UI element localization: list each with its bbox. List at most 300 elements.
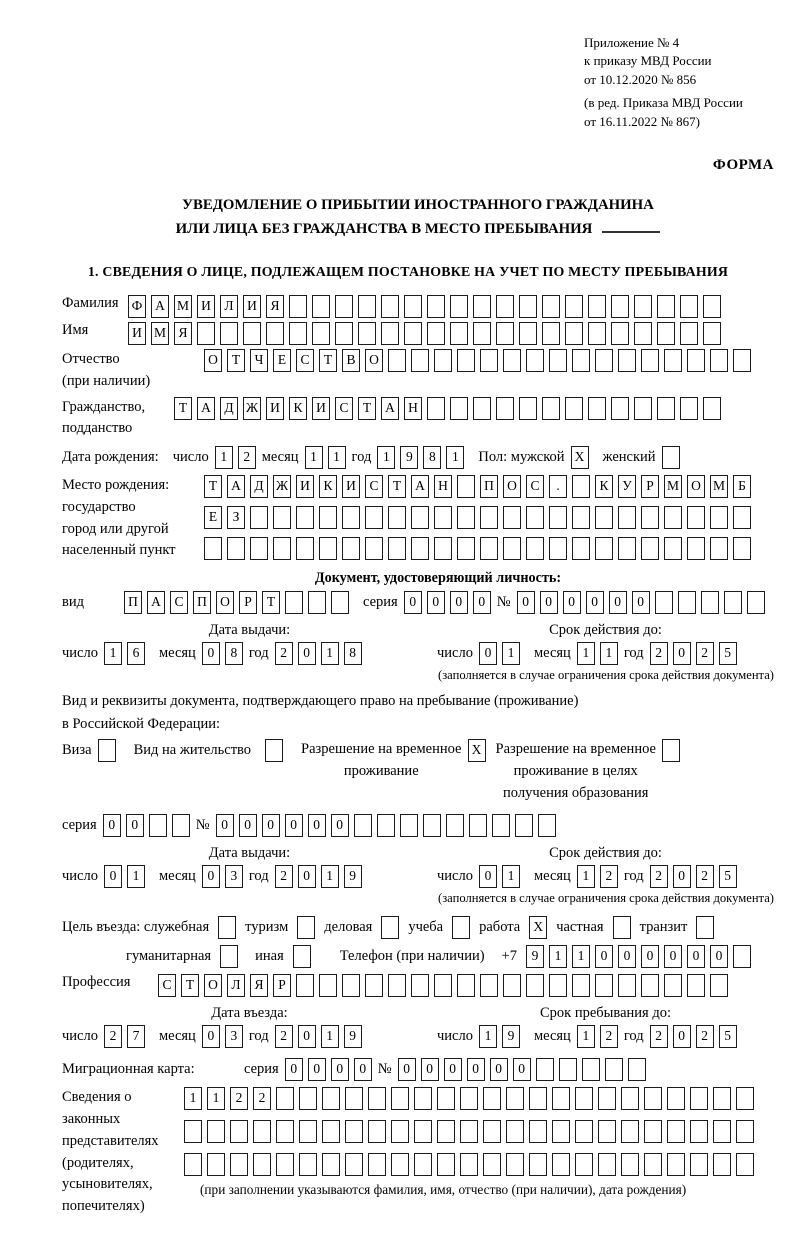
char-box[interactable] <box>299 1087 317 1110</box>
char-box[interactable] <box>582 1058 600 1081</box>
char-box[interactable] <box>197 322 215 345</box>
char-box[interactable]: 5 <box>719 642 737 665</box>
char-box[interactable] <box>598 1153 616 1176</box>
char-box[interactable] <box>342 537 360 560</box>
char-box[interactable] <box>331 591 349 614</box>
char-box[interactable] <box>450 295 468 318</box>
char-box[interactable] <box>575 1087 593 1110</box>
char-box[interactable]: 0 <box>216 814 234 837</box>
char-box[interactable] <box>273 537 291 560</box>
char-box[interactable] <box>285 591 303 614</box>
char-box[interactable]: 2 <box>275 865 293 888</box>
char-box[interactable] <box>446 814 464 837</box>
char-box[interactable] <box>519 295 537 318</box>
char-box[interactable] <box>565 397 583 420</box>
char-box[interactable] <box>611 322 629 345</box>
char-box[interactable] <box>503 974 521 997</box>
char-box[interactable] <box>621 1153 639 1176</box>
char-box[interactable]: Р <box>273 974 291 997</box>
char-box[interactable]: 1 <box>321 642 339 665</box>
char-box[interactable] <box>526 506 544 529</box>
char-box[interactable] <box>506 1153 524 1176</box>
char-box[interactable] <box>457 475 475 498</box>
char-box[interactable]: 2 <box>696 642 714 665</box>
char-box[interactable]: 0 <box>202 642 220 665</box>
char-box[interactable]: 1 <box>479 1025 497 1048</box>
char-box[interactable] <box>552 1087 570 1110</box>
char-box[interactable] <box>437 1087 455 1110</box>
char-box[interactable] <box>391 1153 409 1176</box>
char-box[interactable]: 1 <box>577 865 595 888</box>
char-box[interactable] <box>253 1120 271 1143</box>
char-box[interactable]: С <box>158 974 176 997</box>
char-box[interactable] <box>496 322 514 345</box>
char-box[interactable]: 2 <box>238 446 256 469</box>
char-box[interactable]: Ф <box>128 295 146 318</box>
char-box[interactable] <box>611 397 629 420</box>
char-box[interactable] <box>404 295 422 318</box>
char-box[interactable] <box>319 537 337 560</box>
char-box[interactable] <box>503 537 521 560</box>
char-box[interactable] <box>342 506 360 529</box>
char-box[interactable] <box>598 1120 616 1143</box>
char-box[interactable]: Л <box>220 295 238 318</box>
char-box[interactable] <box>690 1153 708 1176</box>
char-box[interactable]: 0 <box>473 591 491 614</box>
char-box[interactable]: Я <box>266 295 284 318</box>
checkbox[interactable] <box>662 446 680 469</box>
char-box[interactable] <box>618 974 636 997</box>
char-box[interactable] <box>368 1087 386 1110</box>
checkbox[interactable]: X <box>571 446 589 469</box>
char-box[interactable] <box>503 349 521 372</box>
char-box[interactable]: 2 <box>253 1087 271 1110</box>
char-box[interactable] <box>457 349 475 372</box>
char-box[interactable] <box>296 537 314 560</box>
char-box[interactable] <box>207 1153 225 1176</box>
char-box[interactable] <box>345 1153 363 1176</box>
char-box[interactable]: М <box>151 322 169 345</box>
checkbox[interactable]: X <box>468 739 486 762</box>
checkbox[interactable]: X <box>529 916 547 939</box>
char-box[interactable] <box>423 814 441 837</box>
checkbox[interactable] <box>613 916 631 939</box>
char-box[interactable] <box>526 974 544 997</box>
char-box[interactable] <box>172 814 190 837</box>
char-box[interactable] <box>457 537 475 560</box>
char-box[interactable] <box>480 537 498 560</box>
char-box[interactable]: 9 <box>344 1025 362 1048</box>
char-box[interactable]: Б <box>733 475 751 498</box>
char-box[interactable]: 0 <box>444 1058 462 1081</box>
char-box[interactable]: И <box>243 295 261 318</box>
char-box[interactable] <box>358 295 376 318</box>
char-box[interactable] <box>713 1087 731 1110</box>
char-box[interactable] <box>736 1153 754 1176</box>
char-box[interactable]: 3 <box>225 1025 243 1048</box>
char-box[interactable]: 2 <box>696 1025 714 1048</box>
char-box[interactable]: 8 <box>344 642 362 665</box>
char-box[interactable] <box>687 506 705 529</box>
char-box[interactable] <box>710 349 728 372</box>
char-box[interactable] <box>680 322 698 345</box>
char-box[interactable] <box>496 295 514 318</box>
char-box[interactable] <box>644 1120 662 1143</box>
char-box[interactable] <box>595 349 613 372</box>
char-box[interactable]: 1 <box>577 642 595 665</box>
char-box[interactable] <box>657 322 675 345</box>
char-box[interactable] <box>149 814 167 837</box>
char-box[interactable] <box>588 295 606 318</box>
char-box[interactable]: А <box>197 397 215 420</box>
char-box[interactable]: А <box>381 397 399 420</box>
char-box[interactable] <box>506 1087 524 1110</box>
char-box[interactable]: Л <box>227 974 245 997</box>
char-box[interactable]: 0 <box>517 591 535 614</box>
char-box[interactable] <box>220 322 238 345</box>
char-box[interactable] <box>634 397 652 420</box>
char-box[interactable] <box>345 1087 363 1110</box>
char-box[interactable] <box>450 322 468 345</box>
char-box[interactable]: 0 <box>354 1058 372 1081</box>
char-box[interactable]: 1 <box>549 945 567 968</box>
char-box[interactable] <box>529 1120 547 1143</box>
char-box[interactable] <box>365 537 383 560</box>
char-box[interactable] <box>687 974 705 997</box>
char-box[interactable] <box>358 322 376 345</box>
char-box[interactable] <box>411 349 429 372</box>
char-box[interactable]: А <box>411 475 429 498</box>
char-box[interactable]: 0 <box>331 814 349 837</box>
char-box[interactable]: 0 <box>331 1058 349 1081</box>
char-box[interactable]: Т <box>388 475 406 498</box>
char-box[interactable] <box>483 1120 501 1143</box>
char-box[interactable] <box>634 322 652 345</box>
char-box[interactable]: Д <box>220 397 238 420</box>
char-box[interactable]: 0 <box>285 1058 303 1081</box>
char-box[interactable] <box>644 1153 662 1176</box>
char-box[interactable]: 1 <box>184 1087 202 1110</box>
char-box[interactable] <box>404 322 422 345</box>
char-box[interactable]: Я <box>250 974 268 997</box>
char-box[interactable]: А <box>147 591 165 614</box>
char-box[interactable] <box>368 1153 386 1176</box>
char-box[interactable]: 1 <box>207 1087 225 1110</box>
char-box[interactable] <box>506 1120 524 1143</box>
char-box[interactable] <box>299 1120 317 1143</box>
char-box[interactable] <box>664 537 682 560</box>
char-box[interactable] <box>473 397 491 420</box>
checkbox[interactable] <box>696 916 714 939</box>
char-box[interactable]: 0 <box>595 945 613 968</box>
char-box[interactable] <box>519 322 537 345</box>
char-box[interactable]: 1 <box>577 1025 595 1048</box>
char-box[interactable] <box>736 1120 754 1143</box>
char-box[interactable]: 0 <box>673 1025 691 1048</box>
char-box[interactable] <box>503 506 521 529</box>
char-box[interactable] <box>299 1153 317 1176</box>
char-box[interactable] <box>598 1087 616 1110</box>
char-box[interactable]: 0 <box>479 642 497 665</box>
checkbox[interactable] <box>452 916 470 939</box>
char-box[interactable] <box>312 295 330 318</box>
char-box[interactable]: И <box>296 475 314 498</box>
char-box[interactable]: 0 <box>404 591 422 614</box>
char-box[interactable]: 1 <box>305 446 323 469</box>
char-box[interactable]: 9 <box>400 446 418 469</box>
char-box[interactable] <box>496 397 514 420</box>
char-box[interactable]: 0 <box>126 814 144 837</box>
char-box[interactable] <box>377 814 395 837</box>
char-box[interactable] <box>253 1153 271 1176</box>
char-box[interactable] <box>437 1153 455 1176</box>
char-box[interactable] <box>572 506 590 529</box>
char-box[interactable] <box>266 322 284 345</box>
char-box[interactable] <box>538 814 556 837</box>
char-box[interactable]: С <box>170 591 188 614</box>
char-box[interactable] <box>529 1153 547 1176</box>
char-box[interactable] <box>552 1153 570 1176</box>
char-box[interactable] <box>565 295 583 318</box>
char-box[interactable] <box>710 974 728 997</box>
char-box[interactable] <box>611 295 629 318</box>
char-box[interactable]: 2 <box>275 1025 293 1048</box>
char-box[interactable]: С <box>365 475 383 498</box>
char-box[interactable] <box>381 295 399 318</box>
char-box[interactable] <box>335 295 353 318</box>
char-box[interactable]: 0 <box>687 945 705 968</box>
char-box[interactable] <box>667 1120 685 1143</box>
char-box[interactable] <box>322 1087 340 1110</box>
char-box[interactable] <box>250 506 268 529</box>
char-box[interactable] <box>713 1153 731 1176</box>
char-box[interactable]: К <box>319 475 337 498</box>
char-box[interactable] <box>572 974 590 997</box>
char-box[interactable] <box>687 537 705 560</box>
char-box[interactable] <box>483 1153 501 1176</box>
char-box[interactable] <box>427 397 445 420</box>
char-box[interactable] <box>703 295 721 318</box>
checkbox[interactable] <box>297 916 315 939</box>
char-box[interactable] <box>457 506 475 529</box>
char-box[interactable] <box>595 537 613 560</box>
char-box[interactable] <box>322 1153 340 1176</box>
char-box[interactable] <box>480 974 498 997</box>
char-box[interactable] <box>733 945 751 968</box>
char-box[interactable] <box>276 1120 294 1143</box>
char-box[interactable] <box>519 397 537 420</box>
checkbox[interactable] <box>98 739 116 762</box>
char-box[interactable]: И <box>312 397 330 420</box>
char-box[interactable]: 1 <box>446 446 464 469</box>
char-box[interactable] <box>552 1120 570 1143</box>
char-box[interactable]: 0 <box>673 642 691 665</box>
char-box[interactable] <box>641 349 659 372</box>
char-box[interactable]: Е <box>204 506 222 529</box>
char-box[interactable] <box>621 1120 639 1143</box>
char-box[interactable]: А <box>227 475 245 498</box>
char-box[interactable] <box>434 349 452 372</box>
char-box[interactable]: Т <box>319 349 337 372</box>
char-box[interactable] <box>365 974 383 997</box>
char-box[interactable] <box>529 1087 547 1110</box>
char-box[interactable] <box>289 295 307 318</box>
char-box[interactable] <box>184 1120 202 1143</box>
char-box[interactable] <box>388 506 406 529</box>
char-box[interactable]: 1 <box>572 945 590 968</box>
char-box[interactable] <box>400 814 418 837</box>
char-box[interactable] <box>657 397 675 420</box>
char-box[interactable] <box>480 349 498 372</box>
char-box[interactable] <box>308 591 326 614</box>
char-box[interactable] <box>549 537 567 560</box>
char-box[interactable] <box>276 1153 294 1176</box>
char-box[interactable]: 0 <box>262 814 280 837</box>
char-box[interactable] <box>388 537 406 560</box>
char-box[interactable] <box>414 1087 432 1110</box>
char-box[interactable] <box>710 506 728 529</box>
char-box[interactable]: 0 <box>664 945 682 968</box>
char-box[interactable] <box>667 1087 685 1110</box>
char-box[interactable] <box>312 322 330 345</box>
char-box[interactable] <box>276 1087 294 1110</box>
char-box[interactable]: 6 <box>127 642 145 665</box>
char-box[interactable]: С <box>296 349 314 372</box>
char-box[interactable] <box>427 322 445 345</box>
char-box[interactable] <box>667 1153 685 1176</box>
char-box[interactable] <box>296 974 314 997</box>
char-box[interactable] <box>572 537 590 560</box>
char-box[interactable] <box>434 537 452 560</box>
char-box[interactable] <box>542 295 560 318</box>
checkbox[interactable] <box>220 945 238 968</box>
char-box[interactable]: 1 <box>321 865 339 888</box>
char-box[interactable] <box>411 506 429 529</box>
char-box[interactable] <box>342 974 360 997</box>
checkbox[interactable] <box>293 945 311 968</box>
char-box[interactable]: 2 <box>104 1025 122 1048</box>
char-box[interactable]: Ж <box>243 397 261 420</box>
char-box[interactable] <box>595 506 613 529</box>
char-box[interactable] <box>243 322 261 345</box>
char-box[interactable] <box>434 974 452 997</box>
char-box[interactable] <box>641 974 659 997</box>
char-box[interactable] <box>733 537 751 560</box>
char-box[interactable]: Н <box>434 475 452 498</box>
char-box[interactable]: В <box>342 349 360 372</box>
char-box[interactable]: С <box>335 397 353 420</box>
char-box[interactable] <box>492 814 510 837</box>
char-box[interactable]: 2 <box>600 1025 618 1048</box>
char-box[interactable]: О <box>687 475 705 498</box>
char-box[interactable] <box>319 506 337 529</box>
char-box[interactable]: 1 <box>215 446 233 469</box>
char-box[interactable] <box>289 322 307 345</box>
char-box[interactable] <box>703 322 721 345</box>
char-box[interactable]: З <box>227 506 245 529</box>
char-box[interactable] <box>450 397 468 420</box>
char-box[interactable]: Р <box>239 591 257 614</box>
char-box[interactable]: 0 <box>710 945 728 968</box>
char-box[interactable]: 5 <box>719 1025 737 1048</box>
char-box[interactable] <box>473 295 491 318</box>
char-box[interactable] <box>526 349 544 372</box>
char-box[interactable]: Ж <box>273 475 291 498</box>
char-box[interactable]: 0 <box>563 591 581 614</box>
char-box[interactable]: Т <box>358 397 376 420</box>
char-box[interactable] <box>388 349 406 372</box>
char-box[interactable] <box>710 537 728 560</box>
char-box[interactable]: 0 <box>103 814 121 837</box>
char-box[interactable] <box>273 506 291 529</box>
char-box[interactable]: Т <box>227 349 245 372</box>
char-box[interactable] <box>207 1120 225 1143</box>
char-box[interactable]: 2 <box>650 865 668 888</box>
char-box[interactable]: 0 <box>632 591 650 614</box>
char-box[interactable]: О <box>204 974 222 997</box>
char-box[interactable] <box>542 397 560 420</box>
char-box[interactable]: 0 <box>490 1058 508 1081</box>
char-box[interactable] <box>605 1058 623 1081</box>
char-box[interactable]: 0 <box>609 591 627 614</box>
char-box[interactable] <box>542 322 560 345</box>
char-box[interactable] <box>621 1087 639 1110</box>
char-box[interactable]: 5 <box>719 865 737 888</box>
char-box[interactable] <box>460 1153 478 1176</box>
checkbox[interactable] <box>662 739 680 762</box>
char-box[interactable] <box>250 537 268 560</box>
char-box[interactable]: И <box>342 475 360 498</box>
checkbox[interactable] <box>218 916 236 939</box>
char-box[interactable] <box>230 1120 248 1143</box>
char-box[interactable]: 0 <box>673 865 691 888</box>
char-box[interactable]: 9 <box>344 865 362 888</box>
char-box[interactable]: 2 <box>230 1087 248 1110</box>
char-box[interactable] <box>664 974 682 997</box>
char-box[interactable]: О <box>503 475 521 498</box>
char-box[interactable]: Т <box>204 475 222 498</box>
char-box[interactable] <box>701 591 719 614</box>
char-box[interactable] <box>595 974 613 997</box>
char-box[interactable] <box>368 1120 386 1143</box>
char-box[interactable]: 0 <box>398 1058 416 1081</box>
char-box[interactable] <box>713 1120 731 1143</box>
char-box[interactable]: 1 <box>321 1025 339 1048</box>
char-box[interactable] <box>678 591 696 614</box>
char-box[interactable] <box>588 397 606 420</box>
char-box[interactable] <box>469 814 487 837</box>
char-box[interactable]: 0 <box>641 945 659 968</box>
char-box[interactable] <box>733 506 751 529</box>
char-box[interactable]: 0 <box>586 591 604 614</box>
char-box[interactable]: Т <box>181 974 199 997</box>
char-box[interactable] <box>641 537 659 560</box>
char-box[interactable]: 0 <box>298 1025 316 1048</box>
char-box[interactable] <box>559 1058 577 1081</box>
char-box[interactable]: 0 <box>239 814 257 837</box>
char-box[interactable] <box>572 475 590 498</box>
char-box[interactable] <box>536 1058 554 1081</box>
char-box[interactable] <box>565 322 583 345</box>
char-box[interactable]: 1 <box>377 446 395 469</box>
char-box[interactable]: 1 <box>502 642 520 665</box>
char-box[interactable]: П <box>124 591 142 614</box>
char-box[interactable]: И <box>266 397 284 420</box>
char-box[interactable]: 0 <box>540 591 558 614</box>
char-box[interactable] <box>690 1087 708 1110</box>
char-box[interactable]: 0 <box>202 865 220 888</box>
char-box[interactable]: 1 <box>104 642 122 665</box>
